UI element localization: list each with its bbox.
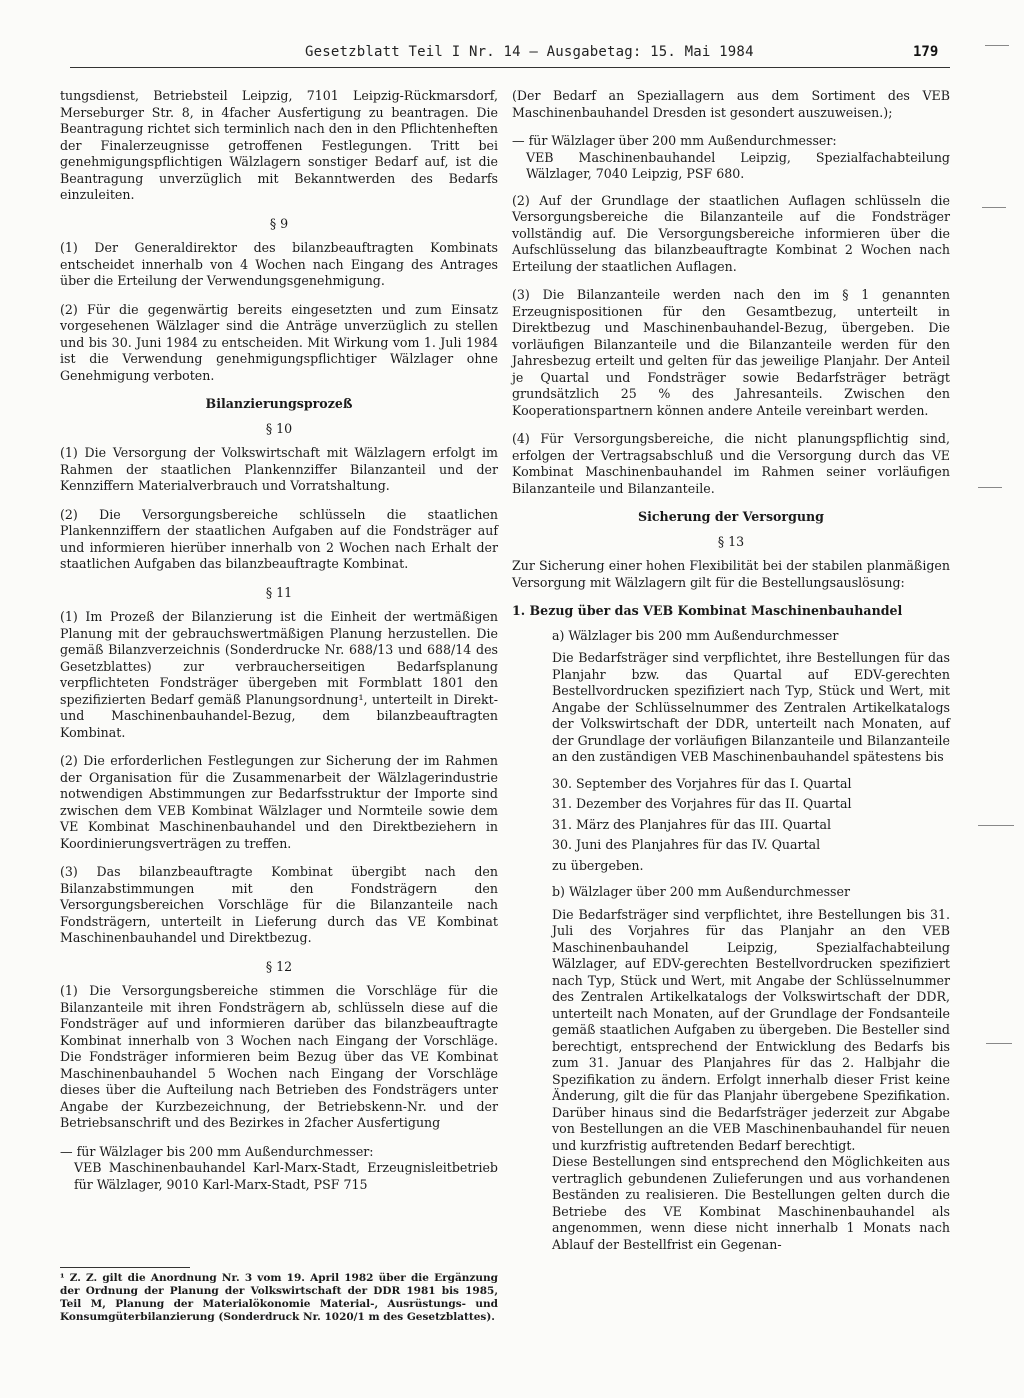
paragraph: tungsdienst, Betriebsteil Leipzig, 7101 Leipzig-Rückmarsdorf, Merseburger Str. 8, in 4facher Ausfertigung zu beantragen. Die Beantragung richtet sich terminlich nach den in den Pflichtenheften der Finalerzeugnisse getroffenen Festlegungen. Tritt bei genehmigungspflichtigen Wälzlagern sonstiger Bedarf auf, ist die Beantragung unverzüglich mit Bekanntwerden des Bedarfs einzuleiten. — [60, 88, 498, 202]
section-heading: § 12 — [265, 958, 293, 974]
page-header — [0, 44, 1024, 68]
paragraph: (1) Im Prozeß der Bilanzierung ist die Einheit der wertmäßigen Planung mit der gebrauchswertmäßigen Planung herzustellen. Die gemäß Bilanzverzeichnis (Sonderdrucke Nr. 688/13 und 688/14 des Gesetzblattes) zur verbraucherseitigen Bedarfsplanung verpflichteten Fondsträger übergeben mit Formblatt 1801 den spezifizierten Bedarf gemäß Planungsordnung¹, unterteilt in Direkt- und Maschinenbauhandel-Bezug, dem bilanzbeauftragten Kombinat. — [60, 609, 498, 740]
paragraph: (2) Auf der Grundlage der staatlichen Auflagen schlüsseln die Versorgungsbereiche die Bilanzanteile auf die Fondsträger vollständig auf. Die Versorgungsbereiche informieren über die Aufschlüsselung das bilanzbeauftragte Kombinat 2 Wochen nach Erteilung der staatlichen Auflagen. — [512, 192, 950, 274]
sub-item-label: a) Wälzlager bis 200 mm Außendurchmesser — [552, 627, 839, 643]
numbered-item: 1. Bezug über das VEB Kombinat Maschinenbauhandel — [512, 603, 903, 618]
header-rule — [70, 67, 950, 68]
dash-item: — für Wälzlager bis 200 mm Außendurchmesser: — [60, 1143, 374, 1159]
left-column — [60, 88, 498, 1203]
deadline-line: 31. März des Planjahres für das III. Quartal — [552, 816, 831, 832]
paragraph: (2) Die Versorgungsbereiche schlüsseln die staatlichen Plankennziffern der staatlichen Aufgaben auf die Fondsträger auf und informieren hierüber innerhalb von 2 Wochen nach Erhalt der staatlichen Aufgaben das bilanzbeauftragte Kombinat. — [60, 506, 498, 571]
page-number: 179 — [913, 44, 939, 60]
section-heading: § 11 — [265, 584, 293, 600]
deadline-line: 30. Juni des Planjahres für das IV. Quartal — [552, 837, 821, 852]
margin-mark — [978, 825, 1014, 826]
dash-item-address: VEB Maschinenbauhandel Leipzig, Spezialfachabteilung Wälzlager, 7040 Leipzig, PSF 680. — [526, 149, 950, 181]
paragraph: (3) Das bilanzbeauftragte Kombinat übergibt nach den Bilanzabstimmungen mit den Fondsträgern den Versorgungsbereichen Vorschläge für die Bilanzanteile nach Fondsträgern, unterteilt in Lieferung durch das VE Kombinat Maschinenbauhandel und Direktbezug. — [60, 864, 498, 945]
subheading: Sicherung der Versorgung — [637, 509, 824, 524]
margin-mark — [986, 1043, 1012, 1044]
paragraph: Zur Sicherung einer hohen Flexibilität bei der stabilen planmäßigen Versorgung mit Wälzlagern gilt für die Bestellungsauslösung: — [512, 558, 950, 590]
section-heading: § 13 — [717, 533, 745, 549]
sub-item-text: Die Bedarfsträger sind verpflichtet, ihre Bestellungen für das Planjahr bzw. das Quartal auf EDV-gerechten Bestellvordrucken spezifiziert nach Typ, Stück und Wert, mit Angabe der Schlüsselnummer des Zentralen Artikelkatalogs der Volkswirtschaft der DDR, unterteilt nach Monaten, auf der Grundlage der vorläufigen Bilanzanteile und Bilanzanteile an den zuständigen VEB Maschinenbauhandel spätestens bis — [552, 650, 950, 764]
paragraph: (2) Für die gegenwärtig bereits eingesetzten und zum Einsatz vorgesehenen Wälzlager sind die Anträge unverzüglich zu stellen und bis 30. Juni 1984 zu entscheiden. Mit Wirkung vom 1. Juli 1984 ist die Verwendung genehmigungspflichtiger Wälzlager ohne Genehmigung verboten. — [60, 301, 498, 383]
header-title: Gesetzblatt Teil I Nr. 14 — Ausgabetag: 15. Mai 1984 — [305, 44, 754, 60]
paragraph: (2) Die erforderlichen Festlegungen zur Sicherung der im Rahmen der Organisation für die Zusammenarbeit der Wälzlagerindustrie notwendigen Abstimmungen zur Bedarfsstruktur der Importe sind zwischen dem VEB Kombinat Wälzlager und Normteile sowie dem VE Kombinat Maschinenbauhandel und den Direktbeziehern in Koordinierungsverträgen zu treffen. — [60, 753, 498, 851]
sub-item-text: Die Bedarfsträger sind verpflichtet, ihre Bestellungen bis 31. Juli des Vorjahres für das Planjahr an den VEB Maschinenbauhandel Leipzig, Spezialfachabteilung Wälzlager, auf EDV-gerechten Bestellvordrucken spezifiziert nach Typ, Stück und Wert, mit Angabe der Schlüsselnummer des Zentralen Artikelkatalogs der Volkswirtschaft der DDR, unterteilt nach Monaten, auf der Grundlage der Fondsanteile gemäß staatlichen Aufgaben zu übergeben. Die Besteller sind berechtigt, entsprechend der Entwicklung des Bedarfs bis zum 31. Januar des Planjahres für das 2. Halbjahr die Spezifikation zu ändern. Erfolgt innerhalb dieser Frist keine Änderung, gilt die für das Planjahr übergebene Spezifikation. Darüber hinaus sind die Bedarfsträger jederzeit zur Abgabe von Bestellungen an die VEB Maschinenbauhandel für neuen und kurzfristig auftretenden Bedarf berechtigt. — [552, 906, 950, 1153]
sub-item-label: b) Wälzlager über 200 mm Außendurchmesser — [552, 884, 850, 899]
paragraph: (4) Für Versorgungsbereiche, die nicht planungspflichtig sind, erfolgen der Vertragsabschluß und die Versorgung durch das VE Kombinat Maschinenbauhandel im Rahmen seiner vorläufigen Bilanzanteile und Bilanzanteile. — [512, 431, 950, 496]
margin-mark — [985, 45, 1009, 46]
dash-item: — für Wälzlager über 200 mm Außendurchmesser: — [512, 133, 837, 148]
dash-item-address: VEB Maschinenbauhandel Karl-Marx-Stadt, Erzeugnisleitbetrieb für Wälzlager, 9010 Karl-Marx-Stadt, PSF 715 — [74, 1160, 498, 1192]
paragraph: (3) Die Bilanzanteile werden nach den im § 1 genannten Erzeugnispositionen für den Gesamtbezug, unterteilt in Direktbezug und Maschinenbauhandel-Bezug, übergeben. Die vorläufigen Bilanzanteile und die Bilanzanteile werden für den Jahresbezug erteilt und gelten für das jeweilige Planjahr. Der Anteil je Quartal und Fondsträger sowie Bedarfsträger beträgt grundsätzlich 25 % des Jahresanteils. Zwischen den Kooperationspartnern können andere Anteile vereinbart werden. — [512, 287, 950, 418]
sub-item-text: Diese Bestellungen sind entsprechend den Möglichkeiten aus vertraglich gebundenen Zulieferungen und aus vorhandenen Beständen zu realisieren. Die Bestellungen gelten durch die Betriebe des VE Kombinat Maschinenbauhandel als angenommen, wenn diese nicht innerhalb 1 Monats nach Ablauf der Bestellfrist ein Gegenan- — [552, 1154, 950, 1252]
section-heading: § 10 — [265, 420, 293, 436]
paragraph: (Der Bedarf an Speziallagern aus dem Sortiment des VEB Maschinenbauhandel Dresden ist gesondert auszuweisen.); — [512, 88, 950, 120]
paragraph: (1) Der Generaldirektor des bilanzbeauftragten Kombinats entscheidet innerhalb von 4 Wochen nach Eingang des Antrages über die Erteilung der Verwendungsgenehmigung. — [60, 240, 498, 288]
margin-mark — [978, 487, 1002, 488]
subheading: Bilanzierungsprozeß — [205, 396, 353, 411]
margin-mark — [982, 207, 1006, 208]
deadline-line: 30. September des Vorjahres für das I. Quartal — [552, 775, 852, 791]
footnote: ¹ Z. Z. gilt die Anordnung Nr. 3 vom 19. April 1982 über die Ergänzung der Ordnung der Planung der Volkswirtschaft der DDR 1981 bis 1985, Teil M, Planung der Materialökonomie Material-, Ausrüstungs- und Konsumgüterbilanzierung (Sonderdruck Nr. 1020/1 m des Gesetzblattes). — [60, 1272, 498, 1323]
deadline-line: 31. Dezember des Vorjahres für das II. Quartal — [552, 796, 852, 811]
right-column — [512, 88, 950, 1263]
footnote-rule — [60, 1267, 190, 1268]
paragraph: (1) Die Versorgung der Volkswirtschaft mit Wälzlagern erfolgt im Rahmen der staatlichen Plankennziffer Bilanzanteil und der Kennziffern Materialverbrauch und Vorratshaltung. — [60, 445, 498, 493]
section-heading: § 9 — [269, 215, 289, 231]
sub-item-text: zu übergeben. — [552, 857, 644, 873]
paragraph: (1) Die Versorgungsbereiche stimmen die Vorschläge für die Bilanzanteile mit ihren Fondsträgern ab, schlüsseln diese auf die Fondsträger auf und informieren darüber das bilanzbeauftragte Kombinat innerhalb von 3 Wochen nach Eingang der Vorschläge. Die Fondsträger informieren beim Bezug über das VE Kombinat Maschinenbauhandel 5 Wochen nach Eingang der Vorschläge dieses über die Aufteilung nach Betrieben des Fondsträgers unter Angabe der Kurzbezeichnung, der Betriebskenn-Nr. und der Betriebsanschrift und des Bezirkes in 2facher Ausfertigung — [60, 983, 498, 1130]
